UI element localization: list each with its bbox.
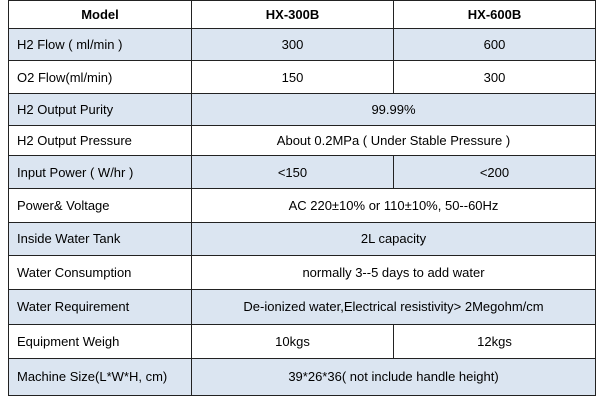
table-row: [9, 94, 596, 126]
table-row: [9, 61, 596, 94]
row-label: H2 Output Purity: [9, 94, 192, 126]
header-model-a: HX-300B: [192, 1, 394, 29]
row-value-b: 300: [394, 61, 596, 94]
row-value-a: <150: [192, 156, 394, 189]
row-label: Machine Size(L*W*H, cm): [9, 358, 192, 395]
row-label: Water Consumption: [9, 255, 192, 289]
row-value-a: 300: [192, 29, 394, 61]
row-label: O2 Flow(ml/min): [9, 61, 192, 94]
row-value: 2L capacity: [192, 222, 596, 255]
table-row: [9, 126, 596, 156]
table-row: [9, 189, 596, 222]
row-label: Power& Voltage: [9, 189, 192, 222]
row-value-b: 600: [394, 29, 596, 61]
row-value-a: 150: [192, 61, 394, 94]
table-row: [9, 255, 596, 289]
header-row: [9, 1, 596, 29]
row-value: AC 220±10% or 110±10%, 50--60Hz: [192, 189, 596, 222]
table-row: [9, 289, 596, 324]
row-label: H2 Output Pressure: [9, 126, 192, 156]
row-value: 99.99%: [192, 94, 596, 126]
table-row: [9, 29, 596, 61]
row-value: normally 3--5 days to add water: [192, 255, 596, 289]
header-model-b: HX-600B: [394, 1, 596, 29]
table-row: [9, 324, 596, 358]
row-value-b: <200: [394, 156, 596, 189]
row-label: H2 Flow ( ml/min ): [9, 29, 192, 61]
row-value: De-ionized water,Electrical resistivity> 2Megohm/cm: [192, 289, 596, 324]
table-row: [9, 222, 596, 255]
row-label: Input Power ( W/hr ): [9, 156, 192, 189]
row-label: Equipment Weigh: [9, 324, 192, 358]
row-value: 39*26*36( not include handle height): [192, 358, 596, 395]
row-label: Inside Water Tank: [9, 222, 192, 255]
row-label: Water Requirement: [9, 289, 192, 324]
row-value: About 0.2MPa ( Under Stable Pressure ): [192, 126, 596, 156]
row-value-a: 10kgs: [192, 324, 394, 358]
table-row: [9, 358, 596, 395]
table-row: [9, 156, 596, 189]
spec-table: [8, 0, 596, 396]
header-model-label: Model: [9, 1, 192, 29]
row-value-b: 12kgs: [394, 324, 596, 358]
